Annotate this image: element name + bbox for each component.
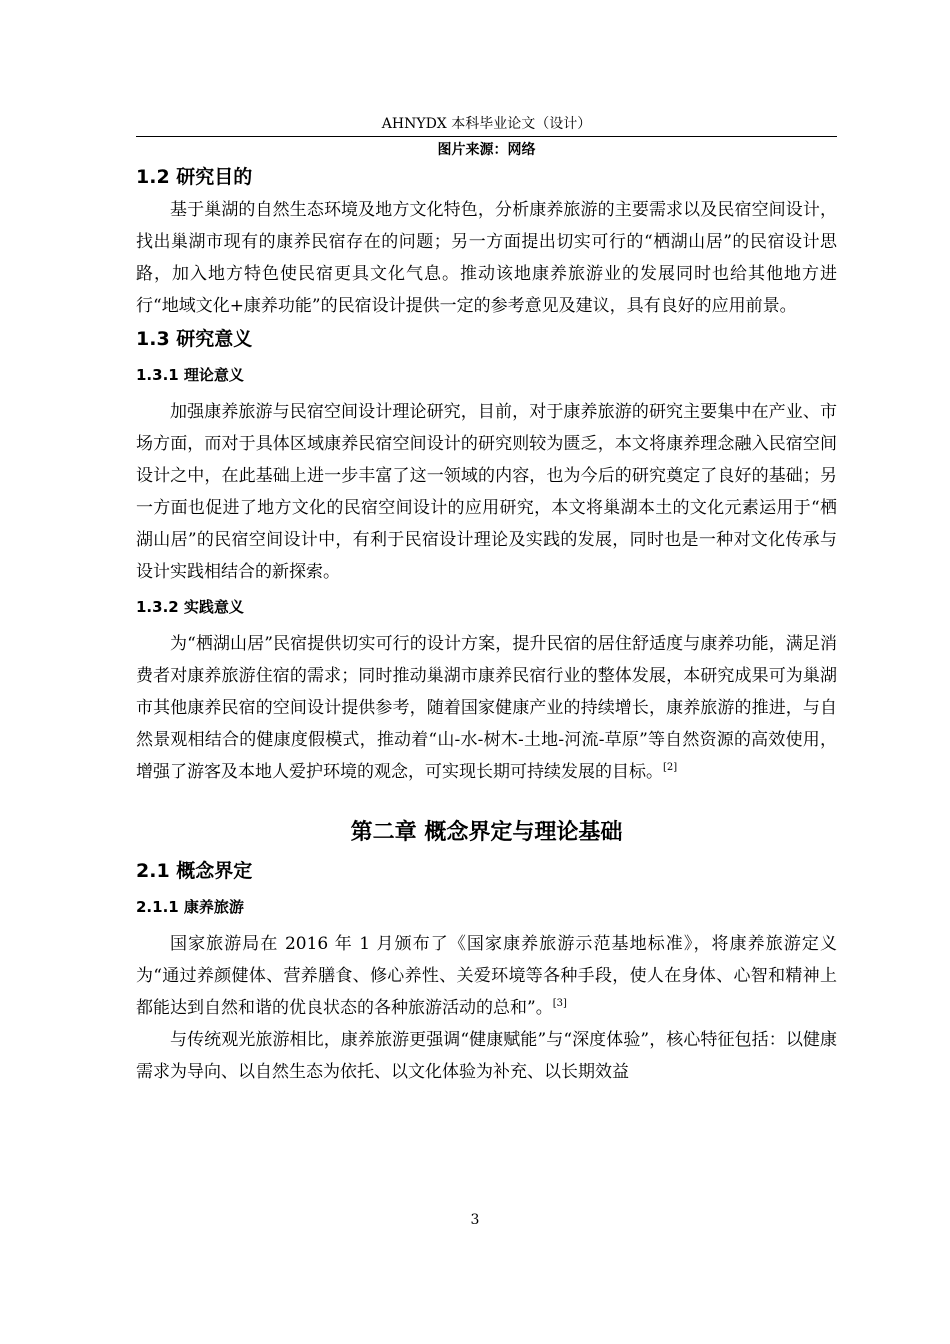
citation-ref-2: [2] [663,762,678,773]
section-heading-1-2: 1.2 研究目的 [136,166,253,188]
page-number: 3 [470,1212,480,1228]
section-heading-2-1: 2.1 概念界定 [136,860,253,882]
header-rule [136,136,837,137]
paragraph-practical-significance [136,628,837,788]
paragraph-text: 为“栖湖山居”民宿提供切实可行的设计方案，提升民宿的居住舒适度与康养功能，满足消费者对康养旅游住宿的需求；同时推动巢湖市康养民宿行业的整体发展，本研究成果可为巢湖市其他康养民宿的空间设计提供参考，随着国家健康产业的持续增长，康养旅游的推进，与自然景观相结合的健康度假模式，推动着“山-水-树木-土地-河流-草原”等自然资源的高效使用，增强了游客及本地人爱护环境的观念，可实现长期可持续发展的目标。 [136,634,837,782]
figure-caption: 图片来源：网络 [437,142,536,158]
section-heading-2-1-1: 2.1.1 康养旅游 [136,898,244,916]
paragraph-research-purpose: 基于巢湖的自然生态环境及地方文化特色，分析康养旅游的主要需求以及民宿空间设计，找出巢湖市现有的康养民宿存在的问题；另一方面提出切实可行的“栖湖山居”的民宿设计思路，加入地方特色使民宿更具文化气息。推动该地康养旅游业的发展同时也给其他地方进行“地域文化+康养功能”的民宿设计提供一定的参考意见及建议，具有良好的应用前景。 [136,200,837,316]
chapter-heading-2: 第二章 概念界定与理论基础 [350,820,623,845]
paragraph-definition [136,928,837,1024]
section-heading-1-3-2: 1.3.2 实践意义 [136,598,244,616]
main-content [136,160,837,1088]
paragraph-theoretical-significance: 加强康养旅游与民宿空间设计理论研究，目前，对于康养旅游的研究主要集中在产业、市场方面，而对于具体区域康养民宿空间设计的研究则较为匮乏，本文将康养理念融入民宿空间设计之中，在此基础上进一步丰富了这一领域的内容，也为今后的研究奠定了良好的基础；另一方面也促进了地方文化的民宿空间设计的应用研究，本文将巢湖本土的文化元素运用于“栖湖山居”的民宿空间设计中，有利于民宿设计理论及实践的发展，同时也是一种对文化传承与设计实践相结合的新探索。 [136,402,837,582]
section-heading-1-3: 1.3 研究意义 [136,328,253,350]
paragraph-text: 国家旅游局在 2016 年 1 月颁布了《国家康养旅游示范基地标准》，将康养旅游定义为“通过养颜健体、营养膳食、修心养性、关爱环境等各种手段，使人在身体、心智和精神上都能达到自然和谐的优良状态的各种旅游活动的总和”。 [136,934,837,1018]
section-heading-1-3-1: 1.3.1 理论意义 [136,366,244,384]
citation-ref-3: [3] [552,998,567,1009]
running-header: AHNYDX 本科毕业论文（设计） [381,116,592,132]
paragraph-comparison: 与传统观光旅游相比，康养旅游更强调“健康赋能”与“深度体验”，核心特征包括：以健康需求为导向、以自然生态为依托、以文化体验为补充、以长期效益 [136,1030,837,1082]
